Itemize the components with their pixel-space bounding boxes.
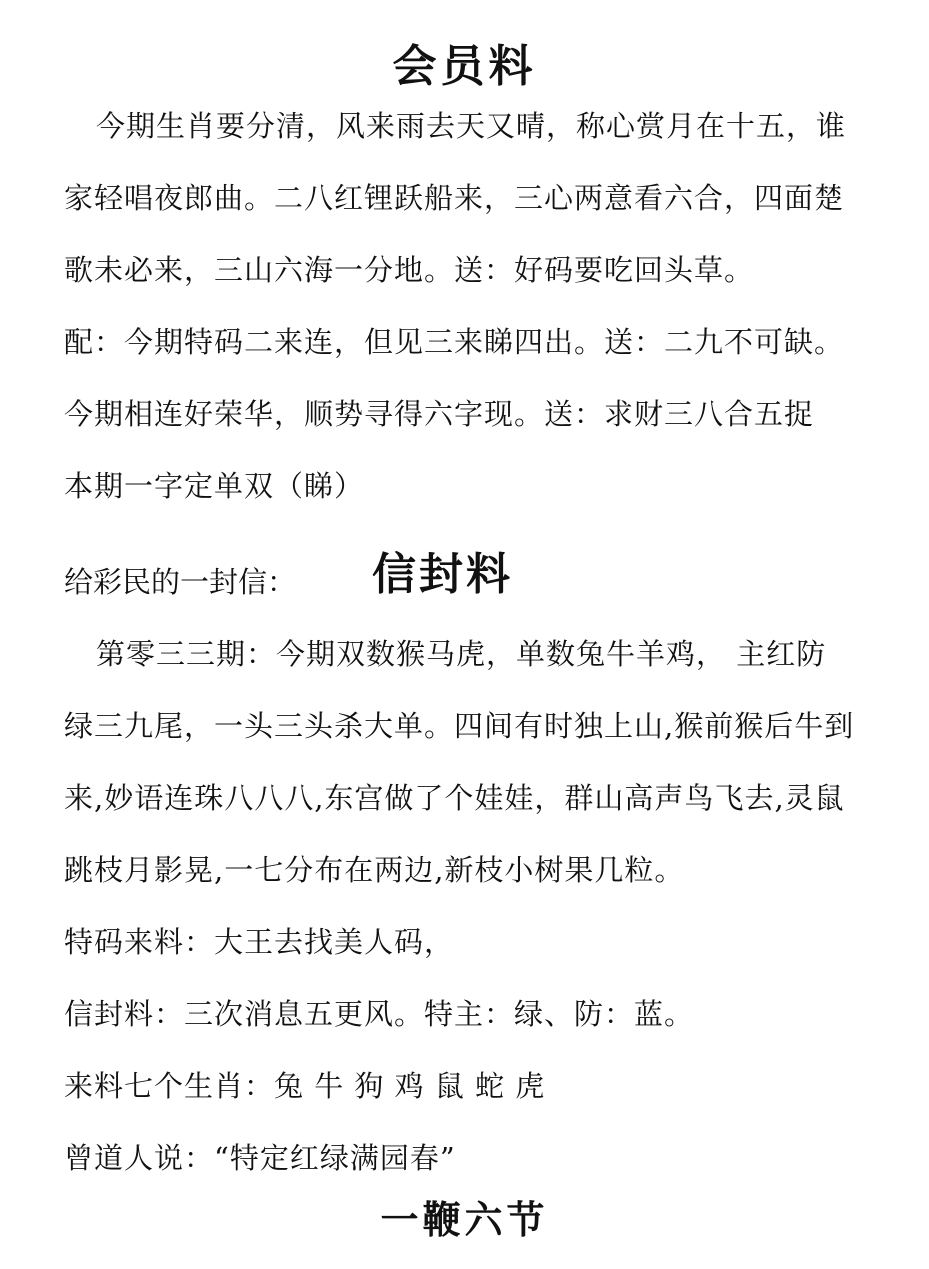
letter-heading-row: [64, 550, 884, 606]
footer-title: 一鞭六节: [380, 1197, 549, 1242]
member-line-4: 配：今期特码二来连，但见三来睇四出。送：二九不可缺。: [64, 325, 845, 359]
member-line-6: 本期一字定单双（睇）: [64, 469, 365, 503]
member-title: 会员料: [392, 41, 537, 92]
letter-line-2: 绿三九尾，一头三头杀大单。四间有时独上山,猴前猴后牛到: [64, 709, 855, 743]
member-line-3: 歌未必来，三山六海一分地。送：好码要吃回头草。: [64, 253, 755, 287]
letter-title: 信封料: [372, 549, 513, 600]
letter-line-8: 曾道人说：“特定红绿满园春”: [64, 1141, 456, 1175]
letter-line-6: 信封料：三次消息五更风。特主：绿、防：蓝。: [64, 997, 695, 1031]
letter-line-1: 第零三三期：今期双数猴马虎，单数兔牛羊鸡， 主红防: [96, 637, 827, 671]
letter-line-5: 特码来料：大王去找美人码，: [64, 925, 455, 959]
letter-line-3: 来,妙语连珠八八八,东宫做了个娃娃，群山高声鸟飞去,灵鼠: [64, 781, 845, 815]
letter-line-4: 跳枝月影晃,一七分布在两边,新枝小树果几粒。: [64, 853, 685, 887]
member-line-5: 今期相连好荣华，顺势寻得六字现。送：求财三八合五捉: [64, 397, 815, 431]
letter-label: 给彩民的一封信：: [64, 565, 297, 599]
letter-line-7: 来料七个生肖：兔 牛 狗 鸡 鼠 蛇 虎: [64, 1069, 546, 1103]
member-line-2: 家轻唱夜郎曲。二八红锂跃船来，三心两意看六合，四面楚: [64, 181, 845, 215]
member-line-1: 今期生肖要分清，风来雨去天又晴，称心赏月在十五，谁: [96, 109, 847, 143]
